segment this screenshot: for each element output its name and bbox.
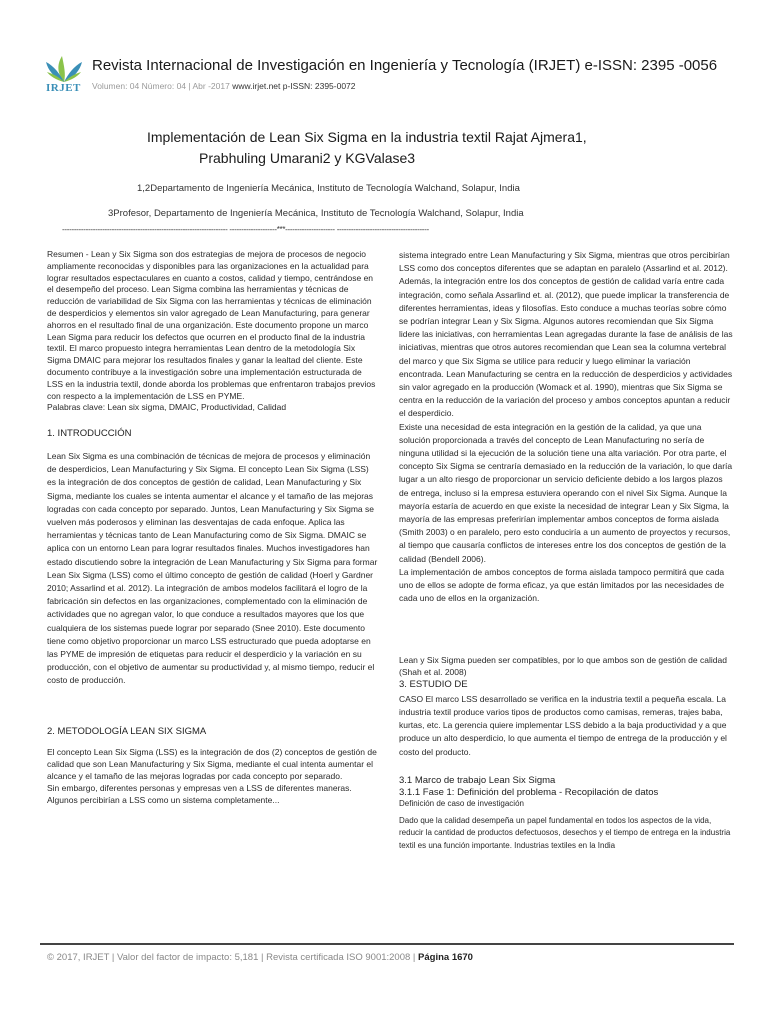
section-3-text: CASO El marco LSS desarrollado se verifica en la industria textil a pequeña escala. La industria textil produce varios tipos de productos como camisas, remeras, trajes baba, kurtas, etc. La gerencia quiere implementar LSS debido a la baja productividad y a que produce un alto desperdicio, lo que aumenta el tiempo de entrega de la producción y el costo del producto.	[399, 693, 727, 757]
subsection-definition: Definición de caso de investigación	[399, 799, 524, 809]
page-number: Página 1670	[418, 952, 473, 963]
section-1-text: Lean Six Sigma es una combinación de técnicas de mejora de procesos y eliminación de desperdicios, Lean Manufacturing y Six Sigma. El concepto Lean Six Sigma (LSS) es la integración de dos conceptos de gestión de calidad, Lean Manufacturing y Six Sigma, mediante los cuales se intenta aumentar el alcance y el tamaño de las mejoras logradas con cada concepto por separado. Juntos, Lean Manufacturing y Six Sigma se vuelven más poderosos y eliminan las desventajas de cada enfoque. Aplica las herramientas y técnicas tanto de Lean Manufacturing como de Six Sigma. DMAIC se aplica con un entorno Lean para lograr resultados finales. Muchos investigadores han estado discutiendo sobre la integración de Lean Manufacturing y Six Sigma para formar Lean Six Sigma (LSS) como el último concepto de gestión de calidad (Hoerl y Gardner 2010; Assarlind et al. 2012). La integración de ambos modelos facilitará el logro de la fabricación sin defectos en las organizaciones, complementado con la eliminación de actividades que no agregan valor, lo que conduce a resultados mayores que los que cualquiera de los sistemas puede lograr por separado (Snee 2010). Este documento tiene como objetivo proporcionar un marco LSS estructurado que pueda adoptarse en las PYME de impresión de etiquetas para reducir el desperdicio y la variación en su producción, con el objetivo de aumentar su productividad y, al mismo tiempo, reducir el costo de producción.	[47, 450, 378, 686]
subsection-3-1: 3.1 Marco de trabajo Lean Six Sigma	[399, 774, 556, 786]
issue-url-issn: www.irjet.net p-ISSN: 2395-0072	[232, 81, 356, 91]
section-3-heading: 3. ESTUDIO DE	[399, 679, 468, 691]
paper-title	[147, 127, 667, 169]
journal-issue-info	[92, 81, 356, 91]
abstract-label: Resumen	[47, 249, 84, 259]
section-2-heading: 2. METODOLOGÍA LEAN SIX SIGMA	[47, 725, 207, 737]
page-footer	[47, 952, 473, 963]
abstract	[47, 249, 379, 402]
section-2-text-1: El concepto Lean Six Sigma (LSS) es la integración de dos (2) conceptos de gestión de calidad que son Lean Manufacturing y Six Sigma, mediante el cual intenta aumentar el alcance y el tamaño de las mejoras logradas por cada concepto por separado.	[47, 747, 377, 781]
right-column	[399, 249, 733, 852]
right-para-2: Además, la integración entre los dos conceptos de gestión de calidad varía entre cada integración, como señala Assarlind et. al. (2012), que puede implicar la transferencia de diferentes herramientas, ideas y filosofías. Esto conduce a muchas teorías sobre cómo se podrían integrar Lean y Six Sigma. Algunos autores recomiendan que Six Sigma lidere las iniciativas, con herramientas Lean agregadas durante la fase de análisis de las iniciativas, mientras que otros autores recomiendan que Lean sea la columna vertebral del marco y que Six Sigma se utilice para reducir y luego eliminar la variación encontrada. Lean Manufacturing se centra en la reducción de desperdicios y actividades sin valor agregado en la producción (Womack et al. 1990), mientras que Six Sigma se centra en la reducción de la variación del proceso y ambos conceptos apuntan a reducir el desperdicio.	[399, 276, 733, 419]
right-para-5: Lean y Six Sigma pueden ser compatibles, por lo que ambos son de gestión de calidad (Shah et al. 2008)	[399, 655, 727, 678]
journal-header	[40, 50, 740, 100]
left-column	[47, 249, 379, 806]
journal-title: Revista Internacional de Investigación en Ingeniería y Tecnología (IRJET) e-ISSN: 2395 -0056	[92, 57, 718, 74]
title-line-2: Prabhuling Umarani2 y KGValase3	[199, 150, 416, 166]
section-1-heading: 1. INTRODUCCIÓN	[47, 428, 132, 440]
footer-text: © 2017, IRJET | Valor del factor de impacto: 5,181 | Revista certificada ISO 9001:2008 |	[47, 952, 419, 963]
right-para-4: La implementación de ambos conceptos de forma aislada tampoco permitirá que cada uno de ellos se adopte de forma eficaz, ya que están limitados por las necesidades de cada uno de ellos en la organización.	[399, 566, 725, 604]
separator-line: ---------------------------------------------------------------------- --------------------***--------------------- ---------------------------------------	[62, 225, 429, 234]
right-para-1: sistema integrado entre Lean Manufacturing y Six Sigma, mientras que otros percibirían LSS como dos conceptos diferentes que se adaptan en paralelo (Assarlind et al. 2012).	[399, 250, 730, 274]
section-2-text-2: Sin embargo, diferentes personas y empresas ven a LSS de diferentes maneras. Algunos percibirían a LSS como un sistema completamente...	[47, 782, 352, 805]
abstract-text: - Lean y Six Sigma son dos estrategias de mejora de procesos de negocio ampliamente reconocidas y disponibles para las organizaciones en la actualidad para lograr resultados espectaculares en cuanto a costos, calidad y tiempo, centrándose en el desempeño del proceso. Lean Sigma combina las herramientas y técnicas de reducción de variabilidad de Six Sigma con las herramientas y técnicas de eliminación de desperdicios y elementos sin valor agregado de Lean Manufacturing, para generar ahorros en el resultado final de una organización. Este documento propone un marco Lean Sigma para reducir los defectos que ocurren en el producto final de la industria textil. El marco propuesto integra herramientas Lean dentro de la metodología Six Sigma DMAIC para mejorar los resultados finales y ganar la lealtad del cliente. Este documento contribuye a la investigación sobre una implementación estructurada de LSS en la industria textil, donde aborda los problemas que enfrentaron trabajos previos con respecto a la implementación de LSS en PYME.	[47, 249, 376, 401]
final-paragraph: Dado que la calidad desempeña un papel fundamental en todos los aspectos de la vida, reducir la cantidad de productos defectuosos, desechos y el tiempo de entrega en la industria textil es una función importante. Industrias textiles en la India	[399, 815, 731, 850]
affiliation-2: 3Profesor, Departamento de Ingeniería Mecánica, Instituto de Tecnología Walchand, Solapur, India	[108, 208, 524, 219]
logo-text: IRJET	[46, 82, 81, 94]
affiliation-1: 1,2Departamento de Ingeniería Mecánica, Instituto de Tecnología Walchand, Solapur, India	[137, 183, 520, 194]
subsection-3-1-1: 3.1.1 Fase 1: Definición del problema - Recopilación de datos	[399, 786, 659, 798]
title-line-1: Implementación de Lean Six Sigma en la industria textil Rajat Ajmera1,	[147, 129, 587, 145]
right-para-3: Existe una necesidad de esta integración en la gestión de la calidad, ya que una solución proporcionada a través del concepto de Lean Manufacturing no sería de ninguna utilidad si la ejecución de la solución tiene una alta variación. Por otra parte, el concepto Six Sigma se centraría demasiado en la reducción de la variación, lo que daría lugar a un alto riesgo de proporcionar un servicio deficiente debido a los largos plazos de entrega, incluso si la empresa estuviera operando con el nivel Six Sigma. Aunque la mayoría estaría de acuerdo en que existe la necesidad de integrar Lean y Six Sigma, la mayoría de las empresas preferirían implementar ambos conceptos de forma aislada (Smith 2003) o en paralelo, pero esto conduciría a un aumento de proyectos y recursos, al tiempo que causaría conflictos de intereses entre los dos conceptos de gestión de la calidad (Bendell 2006).	[399, 421, 733, 564]
issue-volume: Volumen: 04 Número: 04 | Abr -2017	[92, 81, 230, 91]
keywords: Palabras clave: Lean six sigma, DMAIC, Productividad, Calidad	[47, 402, 287, 413]
footer-divider	[40, 943, 734, 945]
